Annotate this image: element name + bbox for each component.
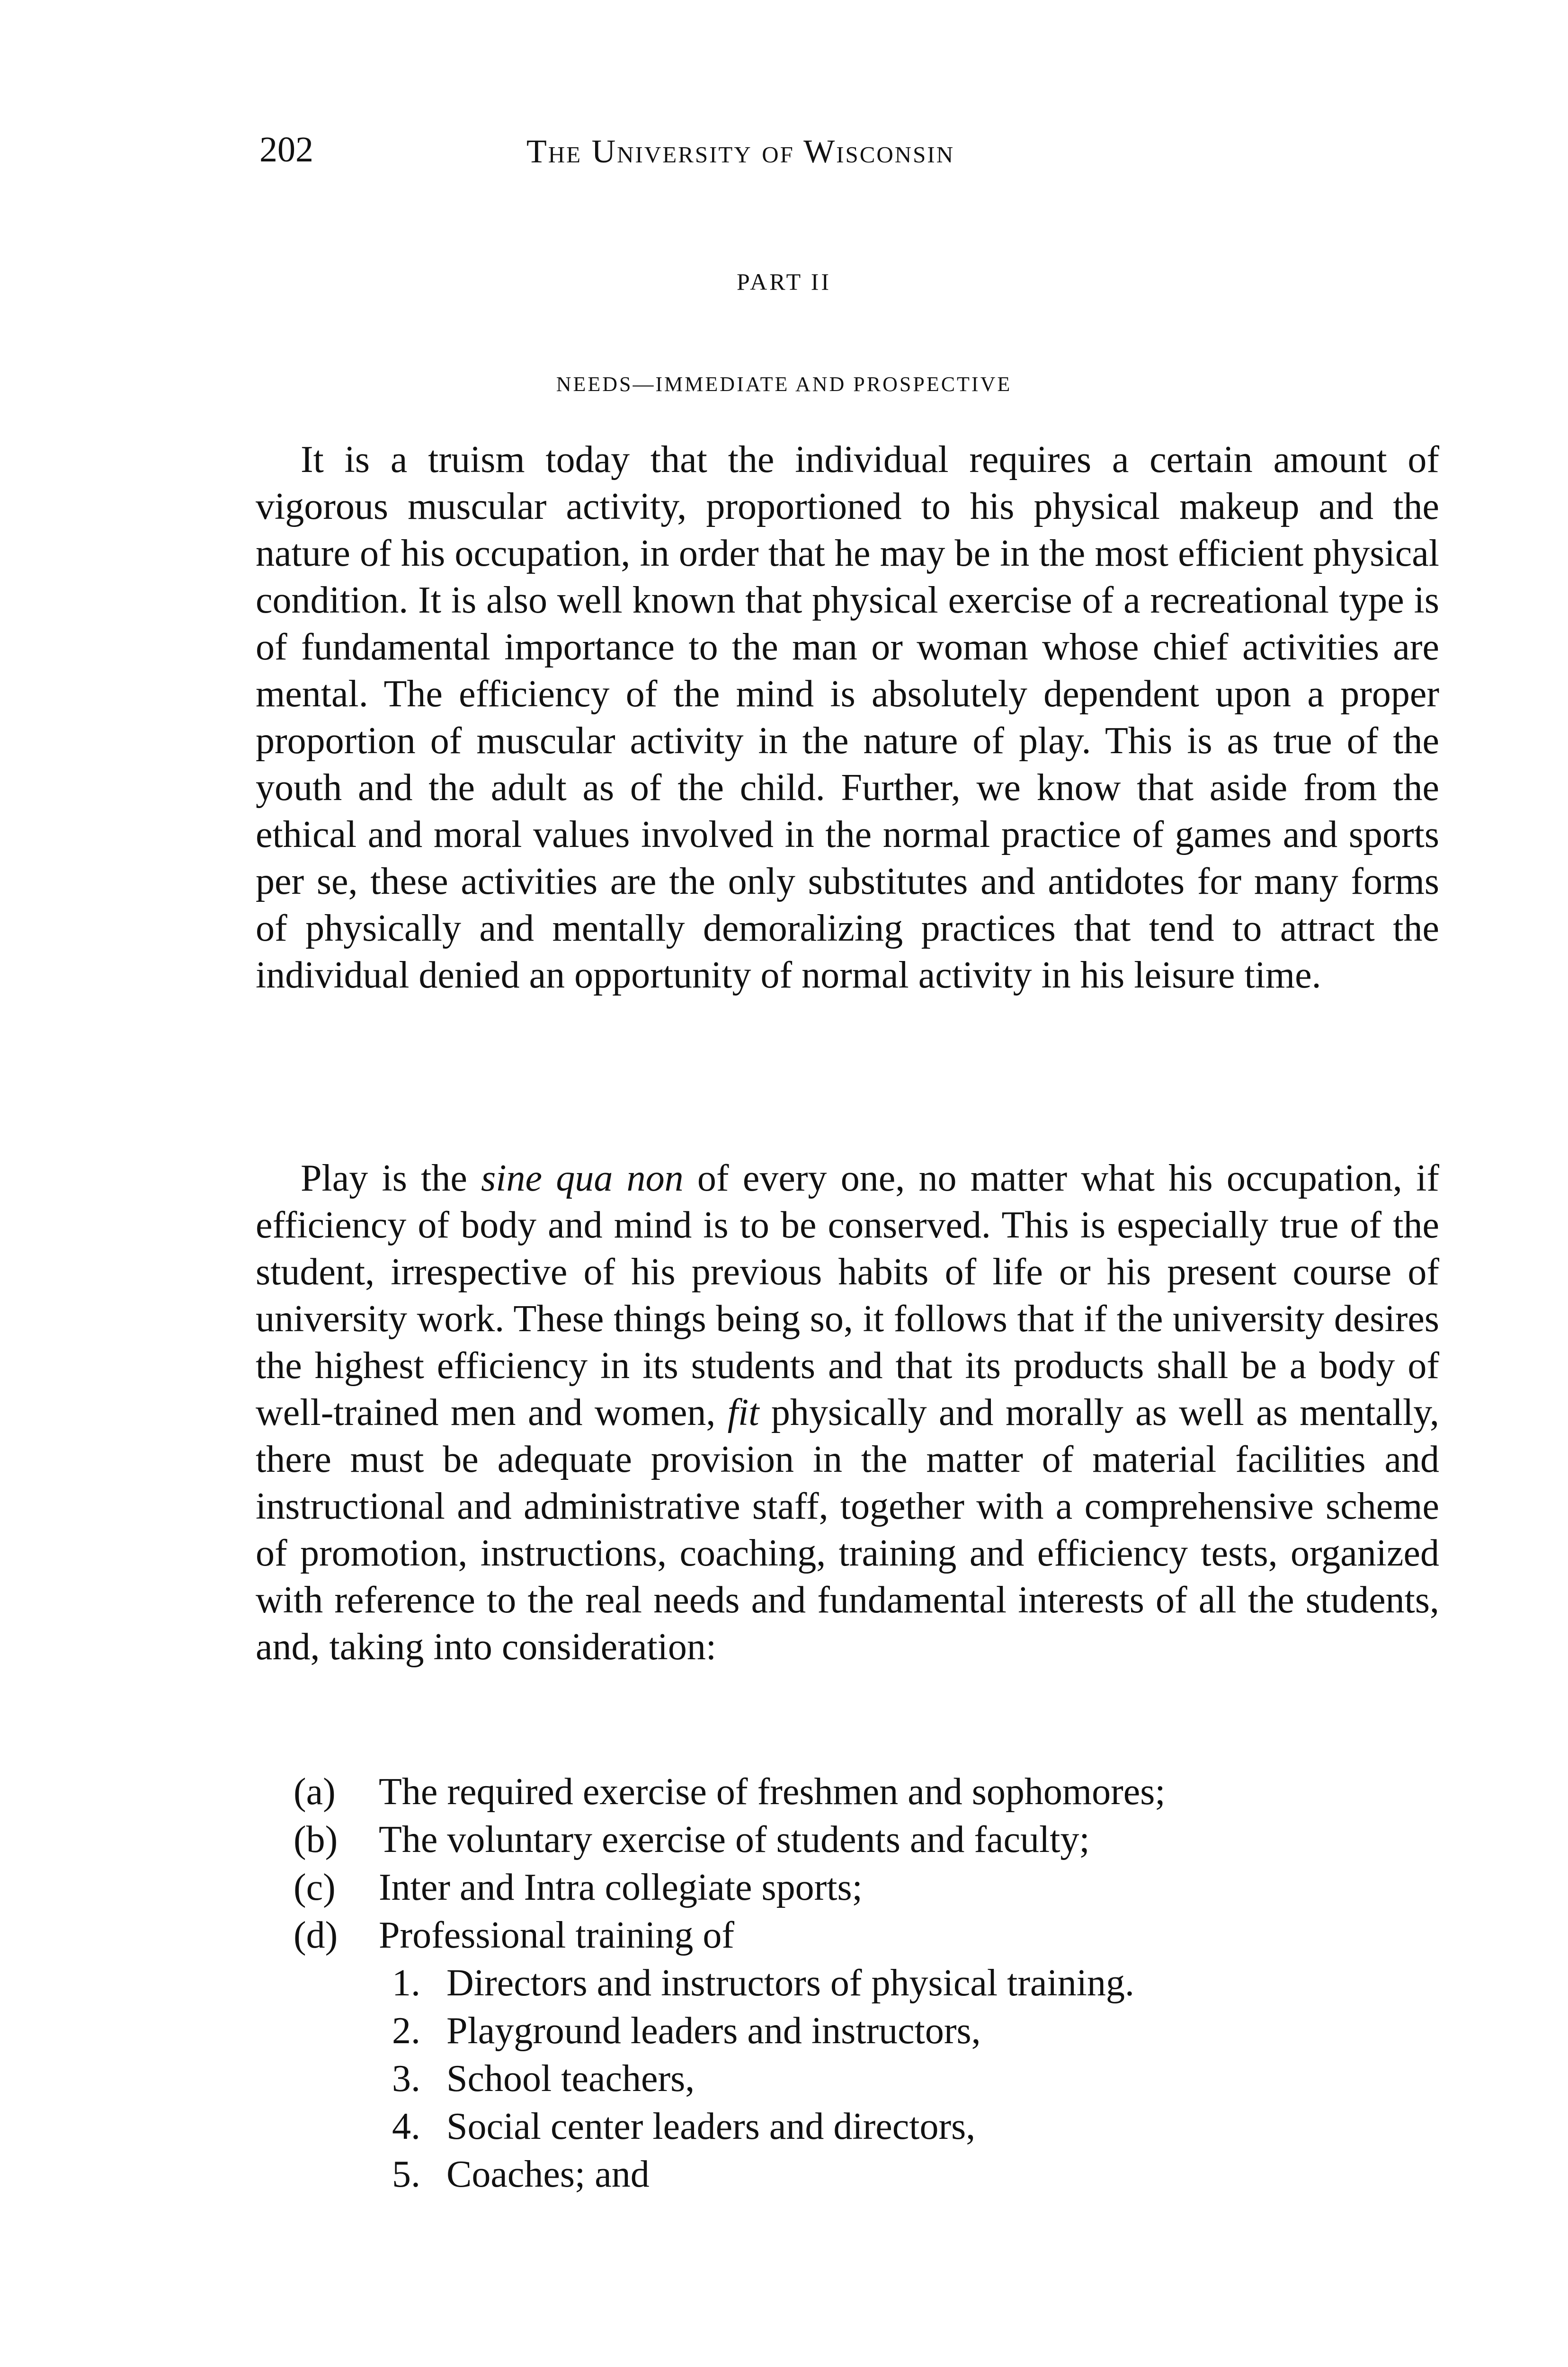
paragraph-2-text-b: of every one, no matter what his occupation, if efficiency of body and mind is to be conserved. This is especially true of the student, irrespective of his previous habits of life or his present course of university work. These things being so, it follows that if the university desires the highest efficiency in its students and that its products shall be a body of well-trained men and women, — [256, 1157, 1439, 1433]
sub-list-item — [256, 2151, 1439, 2198]
paragraph-2-text-c: physically and morally as well as mentally, there must be adequate provision in the matter of material facilities and instructional and administrative staff, together with a comprehensive scheme of promotion, instructions, coaching, training and efficiency tests, organized with reference to the real needs and fundamental interests of all the students, and, taking into consideration: — [256, 1392, 1440, 1668]
section-heading: NEEDS—IMMEDIATE AND PROSPECTIVE — [556, 373, 1012, 396]
sub-list-item-marker: 2. — [392, 2010, 420, 2052]
list-item — [256, 1864, 1439, 1912]
sub-list-item — [256, 2055, 1439, 2103]
sub-list-item-marker: 5. — [392, 2153, 420, 2195]
list-item-marker: (d) — [294, 1914, 338, 1956]
page-number: 202 — [259, 130, 313, 169]
sub-list-item — [256, 2007, 1439, 2055]
list-item-text: Inter and Intra collegiate sports; — [379, 1867, 863, 1908]
list-item-text: The required exercise of freshmen and sophomores; — [379, 1771, 1166, 1813]
paragraph-1: It is a truism today that the individual requires a certain amount of vigorous muscular activity, proportioned to his physical makeup and the nature of his occupation, in order that he may be in the most efficient physical condition. It is also well known that physical exercise of a recreational type is of fundamental importance to the man or woman whose chief activities are mental. The efficiency of the mind is absolutely dependent upon a proper proportion of muscular activity in the nature of play. This is as true of the youth and the adult as of the child. Further, we know that aside from the ethical and moral values involved in the normal practice of games and sports per se, these activities are the only substitutes and antidotes for many forms of physically and mentally demoralizing practices that tend to attract the individual denied an opportunity of normal activity in his leisure time. — [256, 439, 1439, 996]
sub-list-item-text: Directors and instructors of physical training. — [446, 1962, 1134, 2004]
sub-list-item-text: School teachers, — [446, 2058, 695, 2100]
sub-list-item — [256, 2103, 1439, 2151]
paragraph-2 — [256, 1155, 1439, 1671]
sub-list-item-text: Playground leaders and instructors, — [446, 2010, 981, 2052]
list-item-marker: (a) — [294, 1771, 336, 1813]
list-item — [256, 1912, 1439, 1959]
sub-list-item-marker: 4. — [392, 2106, 420, 2147]
part-heading: PART II — [736, 268, 832, 295]
sub-list-item-marker: 1. — [392, 1962, 420, 2004]
running-head: The University of Wisconsin — [526, 133, 955, 170]
sub-list-item — [256, 1959, 1439, 2007]
paragraph-2-text-a: Play is the — [301, 1157, 467, 1199]
list-item-marker: (c) — [294, 1867, 336, 1908]
sub-list-item-marker: 3. — [392, 2058, 420, 2100]
list-item — [256, 1816, 1439, 1864]
considerations-list — [256, 1768, 1439, 2198]
list-item-text: The voluntary exercise of students and faculty; — [379, 1819, 1090, 1860]
sub-list-item-text: Social center leaders and directors, — [446, 2106, 976, 2147]
paragraph-2-italic-sine-qua-non: sine qua non — [481, 1157, 684, 1199]
list-item-text: Professional training of — [379, 1914, 734, 1956]
paragraph-2-italic-fit: fit — [727, 1392, 759, 1433]
list-item — [256, 1768, 1439, 1816]
sub-list-item-text: Coaches; and — [446, 2153, 650, 2195]
list-item-marker: (b) — [294, 1819, 338, 1860]
